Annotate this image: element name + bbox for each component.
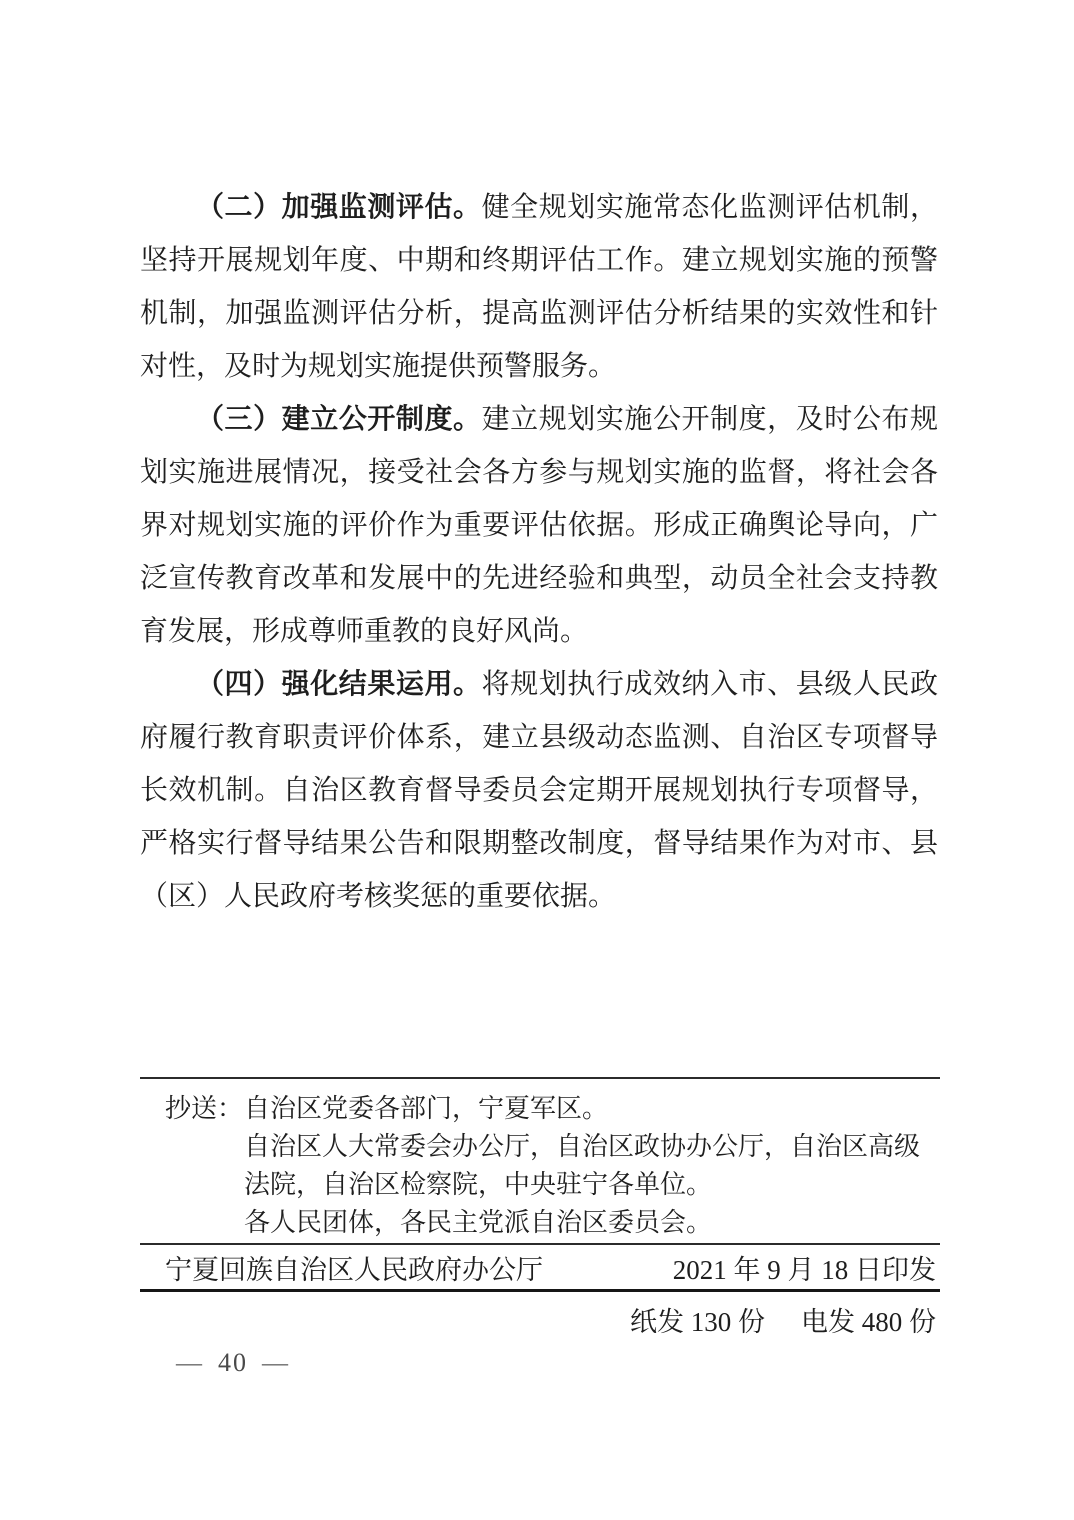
issuer-name: 宁夏回族自治区人民政府办公厅 bbox=[165, 1254, 543, 1285]
main-text bbox=[140, 181, 938, 923]
paragraph-body: 将规划执行成效纳入市、县级人民政府履行教育职责评价体系，建立县级动态监测、自治区专项督导长效机制。自治区教育督导委员会定期开展规划执行专项督导，严格实行督导结果公告和限期整改制度，督导结果作为对市、县（区）人民政府考核奖惩的重要依据。 bbox=[140, 669, 938, 912]
copy-to-row bbox=[140, 1166, 940, 1204]
copy-to-section bbox=[140, 1077, 940, 1243]
copy-to-line: 自治区人大常委会办公厅，自治区政协办公厅，自治区高级 bbox=[244, 1132, 921, 1161]
paragraph-item-3 bbox=[140, 393, 938, 658]
paragraph-item-2 bbox=[140, 181, 938, 393]
copy-to-line: 自治区党委各部门，宁夏军区。 bbox=[244, 1094, 609, 1123]
page-number-value: 40 bbox=[218, 1348, 248, 1377]
copy-to-row bbox=[140, 1128, 940, 1166]
print-date: 2021 年 9 月 18 日印发 bbox=[672, 1254, 936, 1285]
paper-copies-count: 纸发 130 份 bbox=[630, 1307, 765, 1337]
page-number-left-dash: — bbox=[176, 1348, 204, 1377]
paragraph-body: 建立规划实施公开制度，及时公布规划实施进展情况，接受社会各方参与规划实施的监督，将社会各界对规划实施的评价作为重要评估依据。形成正确舆论导向，广泛宣传教育改革和发展中的先进经验和典型，动员全社会支持教育发展，形成尊师重教的良好风尚。 bbox=[140, 404, 938, 647]
issuer-row bbox=[140, 1243, 940, 1292]
copy-to-row bbox=[140, 1090, 940, 1128]
copy-to-line: 法院，自治区检察院，中央驻宁各单位。 bbox=[244, 1170, 713, 1199]
electronic-copies-count: 电发 480 份 bbox=[801, 1307, 936, 1337]
copy-to-line: 各人民团体，各民主党派自治区委员会。 bbox=[244, 1208, 713, 1237]
page-number-right-dash: — bbox=[262, 1348, 290, 1377]
paragraph-heading: （四）强化结果运用。 bbox=[196, 669, 482, 700]
distribution-row bbox=[140, 1302, 936, 1342]
paragraph-item-4 bbox=[140, 658, 938, 923]
copy-to-row bbox=[140, 1204, 940, 1242]
page-number bbox=[162, 1348, 304, 1378]
paragraph-body: 健全规划实施常态化监测评估机制，坚持开展规划年度、中期和终期评估工作。建立规划实施的预警机制，加强监测评估分析，提高监测评估分析结果的实效性和针对性，及时为规划实施提供预警服务。 bbox=[140, 192, 938, 382]
copy-to-label: 抄送： bbox=[165, 1094, 244, 1123]
paragraph-heading: （三）建立公开制度。 bbox=[196, 404, 482, 435]
paragraph-heading: （二）加强监测评估。 bbox=[196, 192, 482, 223]
